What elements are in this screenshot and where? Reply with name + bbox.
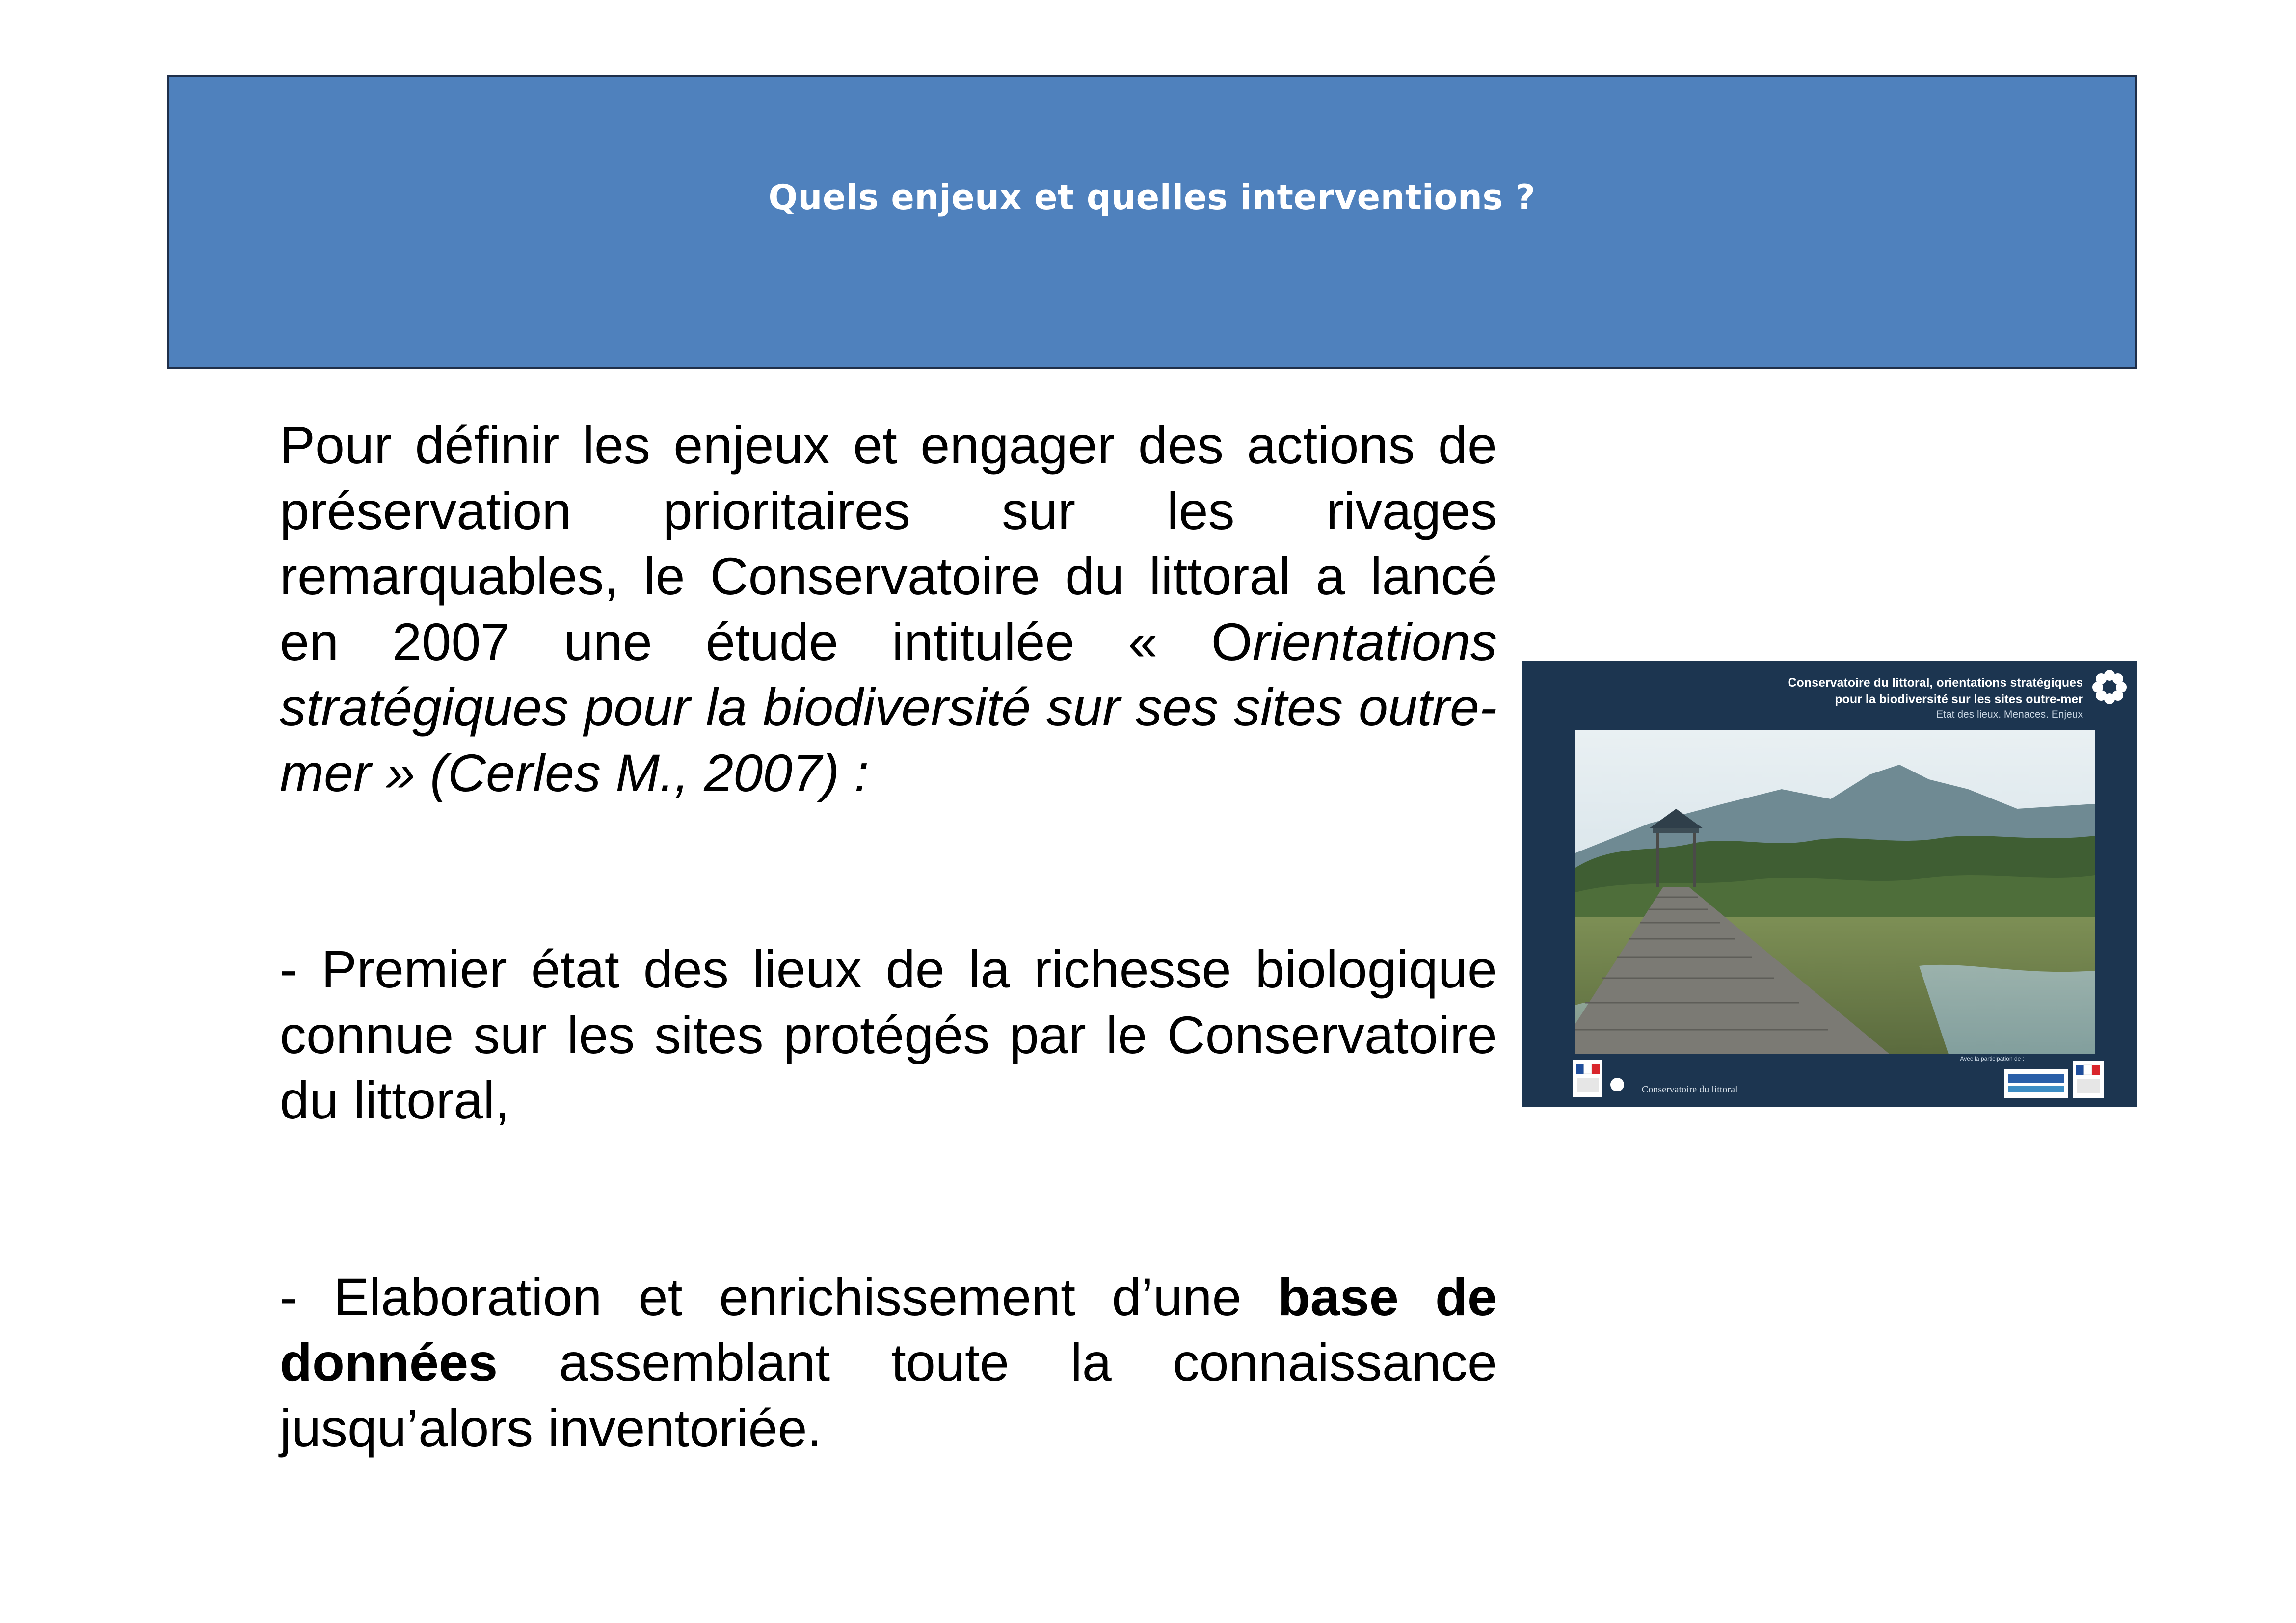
intro-paragraph (280, 412, 1497, 805)
cover-subtitle: Etat des lieux. Menaces. Enjeux (1936, 709, 2083, 720)
body-text (280, 412, 1497, 1461)
partner-logos (2004, 1061, 2108, 1098)
cover-title: Conservatoire du littoral, orientations stratégiques pour la biodiversité sur les sites outre-mer (1788, 676, 2083, 706)
database-emphasis: base de données (280, 1267, 1497, 1392)
conservatoire-flower-logo (2090, 667, 2129, 707)
title-banner (167, 75, 2137, 369)
republique-francaise-logo (1573, 1060, 1632, 1099)
bullet-database: - Elaboration et enrichissement d’une base de données assemblant toute la connaissance jusqu’alors inventoriée. (280, 1267, 1497, 1458)
slide-title: Quels enjeux et quelles interventions ? (768, 177, 1536, 217)
bullet-inventory: - Premier état des lieux de la richesse biologique connue sur les sites protégés par le Conservatoire du littoral, (280, 939, 1497, 1130)
study-title: rientations stratégiques pour la biodiversité sur ses sites outre-mer » (Cerles M., 2007) : (280, 612, 1497, 802)
cover-participation-note: Avec la participation de : (1960, 1055, 2024, 1062)
boardwalk-photo (1575, 730, 2095, 1054)
report-cover-image (1522, 661, 2137, 1107)
cover-footer-label: Conservatoire du littoral (1642, 1084, 1738, 1095)
intro-lead: Pour définir les enjeux et engager des actions de préservation prioritaires sur les rivages remarquables, le Conservatoire du littoral a lancé en 2007 une étude intitulée « O (280, 415, 1497, 671)
